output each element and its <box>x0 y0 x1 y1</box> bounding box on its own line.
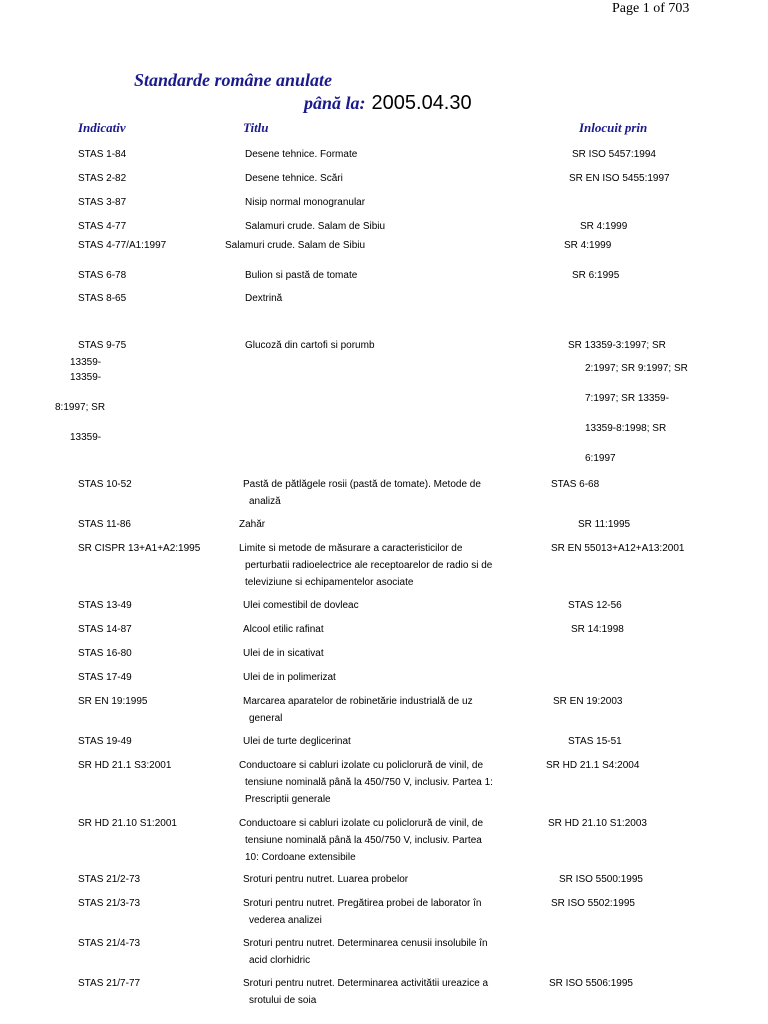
row-indicativ: STAS 14-87 <box>78 624 132 635</box>
row-title: tensiune nominală până la 450/750 V, inclusiv. Partea 1: <box>245 777 493 788</box>
row-replacement: SR 14:1998 <box>571 624 624 635</box>
row-title: Salamuri crude. Salam de Sibiu <box>245 221 386 232</box>
row-replacement: 6:1997 <box>585 453 616 464</box>
row-title: Limite si metode de măsurare a caracteristicilor de <box>239 543 463 554</box>
row-indicativ: SR CISPR 13+A1+A2:1995 <box>78 543 201 554</box>
row-replacement: 7:1997; SR 13359- <box>585 393 669 404</box>
row-replacement: SR HD 21.1 S4:2004 <box>546 760 640 771</box>
row-replacement: SR 4:1999 <box>580 221 628 232</box>
row-indicativ: SR EN 19:1995 <box>78 696 148 707</box>
row-indicativ: STAS 9-75 <box>78 340 127 351</box>
document-title: Standarde române anulate <box>134 70 333 90</box>
row-title: Sroturi pentru nutret. Luarea probelor <box>243 874 409 885</box>
row-replacement: STAS 6-68 <box>551 479 600 490</box>
row-replacement: SR HD 21.10 S1:2003 <box>548 818 647 829</box>
row-indicativ: STAS 11-86 <box>78 519 131 530</box>
row-title: Marcarea aparatelor de robinetărie industrială de uz <box>243 696 473 707</box>
row-title: Glucoză din cartofi si porumb <box>245 340 375 351</box>
row-title: Prescriptii generale <box>245 794 331 805</box>
row-title: Alcool etilic rafinat <box>243 624 324 635</box>
row-indicativ: STAS 1-84 <box>78 149 127 160</box>
row-indicativ-cont: 8:1997; SR <box>55 402 106 413</box>
row-replacement: SR ISO 5506:1995 <box>549 978 633 989</box>
row-title: Ulei de in sicativat <box>243 648 324 659</box>
row-replacement: SR EN 19:2003 <box>553 696 623 707</box>
column-header-inlocuit: Inlocuit prin <box>579 120 648 135</box>
row-title: Ulei comestibil de dovleac <box>243 600 359 611</box>
row-replacement: 13359-8:1998; SR <box>585 423 667 434</box>
row-title: Desene tehnice. Formate <box>245 149 358 160</box>
row-indicativ-cont: 13359- <box>70 432 102 443</box>
row-replacement: SR EN 55013+A12+A13:2001 <box>551 543 685 554</box>
row-title: Dextrină <box>245 293 283 304</box>
row-title: tensiune nominală până la 450/750 V, inclusiv. Partea <box>245 835 482 846</box>
row-indicativ: STAS 13-49 <box>78 600 132 611</box>
row-indicativ: STAS 2-82 <box>78 173 127 184</box>
row-title: vederea analizei <box>249 915 322 926</box>
row-indicativ-cont: 13359- <box>70 372 102 383</box>
row-indicativ: STAS 21/3-73 <box>78 898 141 909</box>
row-title: Salamuri crude. Salam de Sibiu <box>225 240 366 251</box>
row-title: Ulei de in polimerizat <box>243 672 336 683</box>
row-title: srotului de soia <box>249 995 317 1006</box>
row-title: Conductoare si cabluri izolate cu policlorură de vinil, de <box>239 760 484 771</box>
row-indicativ: STAS 6-78 <box>78 270 127 281</box>
row-title: 10: Cordoane extensibile <box>245 852 356 863</box>
row-indicativ: STAS 19-49 <box>78 736 132 747</box>
date-label: până la: <box>304 93 366 113</box>
row-replacement: STAS 15-51 <box>568 736 622 747</box>
row-replacement: SR 13359-3:1997; SR <box>568 340 666 351</box>
row-indicativ: STAS 21/4-73 <box>78 938 141 949</box>
row-indicativ: SR HD 21.10 S1:2001 <box>78 818 177 829</box>
row-indicativ: STAS 21/2-73 <box>78 874 141 885</box>
row-replacement: SR 6:1995 <box>572 270 620 281</box>
row-indicativ: STAS 17-49 <box>78 672 132 683</box>
row-replacement: SR 4:1999 <box>564 240 612 251</box>
row-title: general <box>249 713 283 724</box>
row-title: Ulei de turte deglicerinat <box>243 736 351 747</box>
row-indicativ: STAS 3-87 <box>78 197 127 208</box>
row-indicativ: STAS 21/7-77 <box>78 978 141 989</box>
row-title: Zahăr <box>239 519 266 530</box>
page-number: Page 1 of 703 <box>612 1 690 16</box>
column-header-titlu: Titlu <box>243 120 269 135</box>
row-title: Sroturi pentru nutret. Determinarea activitătii ureazice a <box>243 978 489 989</box>
row-title: Desene tehnice. Scări <box>245 173 343 184</box>
row-title: Bulion si pastă de tomate <box>245 270 358 281</box>
row-indicativ: STAS 4-77 <box>78 221 127 232</box>
row-title: perturbatii radioelectrice ale receptoarelor de radio si de <box>245 560 493 571</box>
document-subtitle <box>304 92 472 115</box>
row-title: Nisip normal monogranular <box>245 197 366 208</box>
row-replacement: SR EN ISO 5455:1997 <box>569 173 670 184</box>
row-title: televiziune si echipamentelor asociate <box>245 577 414 588</box>
row-indicativ-cont: 13359- <box>70 357 102 368</box>
row-replacement: SR ISO 5500:1995 <box>559 874 643 885</box>
row-replacement: 2:1997; SR 9:1997; SR <box>585 363 688 374</box>
row-title: acid clorhidric <box>249 955 311 966</box>
row-title: Sroturi pentru nutret. Pregătirea probei de laborator în <box>243 898 482 909</box>
row-replacement: SR 11:1995 <box>578 519 631 530</box>
row-replacement: SR ISO 5457:1994 <box>572 149 656 160</box>
column-header-indicativ: Indicativ <box>78 120 126 135</box>
row-indicativ: STAS 16-80 <box>78 648 132 659</box>
row-indicativ: SR HD 21.1 S3:2001 <box>78 760 172 771</box>
row-indicativ: STAS 10-52 <box>78 479 132 490</box>
row-indicativ: STAS 8-65 <box>78 293 127 304</box>
row-replacement: STAS 12-56 <box>568 600 622 611</box>
row-title: Conductoare si cabluri izolate cu policlorură de vinil, de <box>239 818 484 829</box>
row-title: Sroturi pentru nutret. Determinarea cenusii insolubile în <box>243 938 488 949</box>
row-title: Pastă de pătlăgele rosii (pastă de tomate). Metode de <box>243 479 481 490</box>
date-value: 2005.04.30 <box>371 92 472 114</box>
row-title: analiză <box>249 496 281 507</box>
row-indicativ: STAS 4-77/A1:1997 <box>78 240 167 251</box>
row-replacement: SR ISO 5502:1995 <box>551 898 635 909</box>
